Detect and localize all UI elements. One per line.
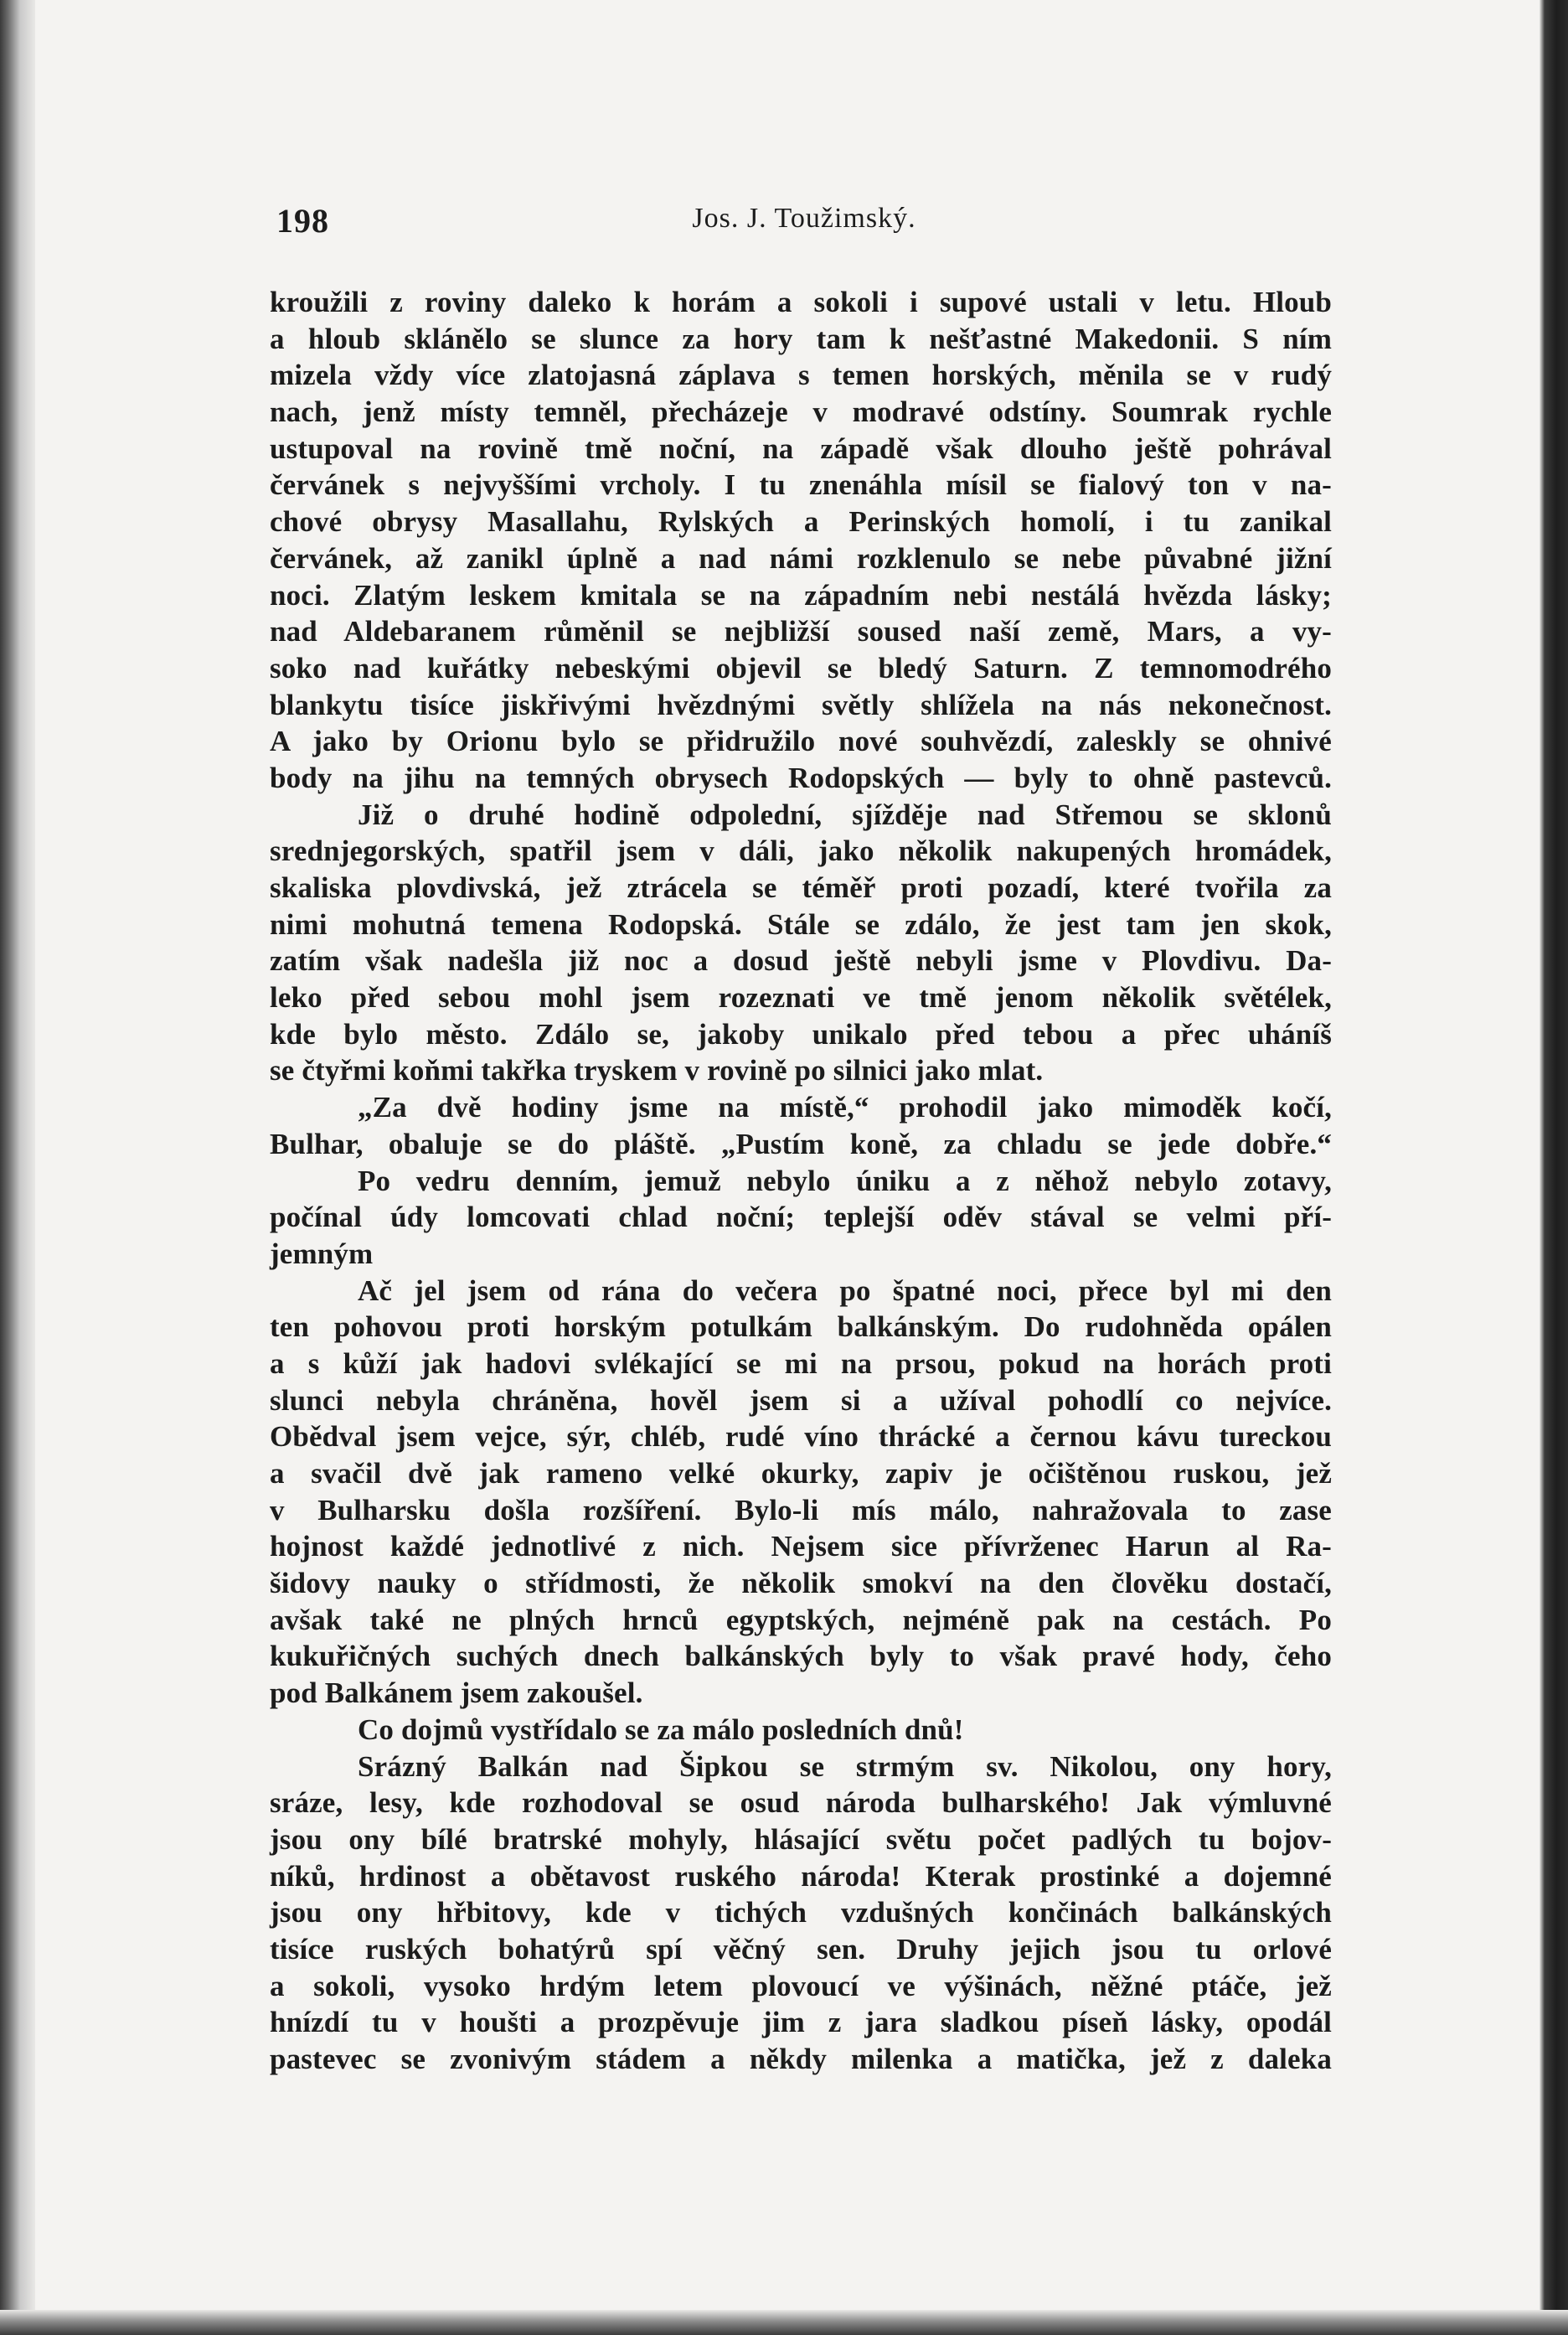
text-line: ten pohovou proti horským potulkám balkánským. Do rudohněda opálen [270, 1310, 1332, 1344]
body-text [270, 284, 1332, 2078]
text-line: a svačil dvě jak rameno velké okurky, zapiv je očištěnou ruskou, jež [270, 1457, 1332, 1490]
text-line: pod Balkánem jsem zakoušel. [270, 1676, 643, 1710]
text-line: nach, jenž místy temněl, přecházeje v modravé odstíny. Soumrak rychle [270, 395, 1332, 429]
text-line: jemným [270, 1237, 374, 1270]
page-number: 198 [276, 202, 329, 240]
text-line: zatím však nadešla již noc a dosud ještě nebyli jsme v Plovdivu. Da- [270, 944, 1332, 978]
text-line: Srázný Balkán nad Šipkou se strmým sv. Nikolou, ony hory, [358, 1749, 1332, 1783]
text-line: srednjegorských, spatřil jsem v dáli, jako několik nakupených hromádek, [270, 834, 1332, 868]
text-line: jsou ony hřbitovy, kde v tichých vzdušných končinách balkánských [270, 1896, 1332, 1929]
text-line: nad Aldebaranem růměnil se nejbližší soused naší země, Mars, a vy- [270, 615, 1332, 648]
text-line: Ač jel jsem od rána do večera po špatné noci, přece byl mi den [358, 1273, 1332, 1307]
text-line: níků, hrdinost a obětavost ruského národa! Kterak prostinké a dojemné [270, 1859, 1332, 1893]
text-line: šidovy nauky o střídmosti, že několik smokví na den člověku dostačí, [270, 1567, 1332, 1600]
text-line: pastevec se zvonivým stádem a někdy milenka a matička, jež z daleka [270, 2043, 1332, 2075]
text-line: kde bylo město. Zdálo se, jakoby unikalo před tebou a přec uháníš [270, 1017, 1332, 1051]
text-line: avšak také ne plných hrnců egyptských, nejméně pak na cestách. Po [270, 1603, 1332, 1636]
text-line: a s kůží jak hadovi svlékající se mi na prsou, pokud na horách proti [270, 1346, 1332, 1380]
scan-edge-bottom [0, 2310, 1568, 2335]
text-line: Co dojmů vystřídalo se za málo posledních dnů! [358, 1713, 964, 1746]
text-line: soko nad kuřátky nebeskými objevil se bledý Saturn. Z temnomodrého [270, 651, 1332, 684]
text-line: kukuřičných suchých dnech balkánských byly to však pravé hody, čeho [270, 1640, 1332, 1673]
text-line: v Bulharsku došla rozšíření. Bylo-li mís málo, nahražovala to zase [270, 1493, 1332, 1527]
text-line: jsou ony bílé bratrské mohyly, hlásající světu počet padlých tu bojov- [270, 1822, 1332, 1856]
text-line: mizela vždy více zlatojasná záplava s temen horských, měnila se v rudý [270, 359, 1332, 392]
text-line: tisíce ruských bohatýrů spí věčný sen. Druhy jejich jsou tu orlové [270, 1932, 1332, 1966]
page-header [276, 201, 1332, 246]
text-line: a sokoli, vysoko hrdým letem plovoucí ve výšinách, něžné ptáče, jež [270, 1969, 1332, 2002]
text-line: kroužili z roviny daleko k horám a sokoli i supové ustali v letu. Hloub [270, 286, 1332, 318]
text-line: Po vedru denním, jemuž nebylo úniku a z něhož nebylo zotavy, [358, 1164, 1332, 1197]
text-line: Bulhar, obaluje se do pláště. „Pustím koně, za chladu se jede dobře.“ [270, 1127, 1332, 1160]
text-line: hnízdí tu v houšti a prozpěvuje jim z jara sladkou píseň lásky, opodál [270, 2006, 1332, 2039]
text-line: A jako by Orionu bylo se přidružilo nové souhvězdí, zaleskly se ohnivé [270, 725, 1332, 758]
text-line: se čtyřmi koňmi takřka tryskem v rovině po silnici jako mlat. [270, 1054, 1044, 1087]
running-head: Jos. J. Toužimský. [692, 203, 916, 234]
text-line: blankytu tisíce jiskřivými hvězdnými světly shlížela na nás nekonečnost. [270, 688, 1332, 721]
text-line: noci. Zlatým leskem kmitala se na západním nebi nestálá hvězda lásky; [270, 578, 1332, 612]
text-line: leko před sebou mohl jsem rozeznati ve tmě jenom několik světélek, [270, 981, 1332, 1015]
text-line: počínal údy lomcovati chlad noční; teplejší oděv stával se velmi pří- [270, 1201, 1332, 1234]
text-line: sráze, lesy, kde rozhodoval se osud národa bulharského! Jak výmluvné [270, 1786, 1332, 1820]
text-line: Již o druhé hodině odpolední, sjížděje nad Střemou se sklonů [358, 798, 1332, 831]
text-line: body na jihu na temných obrysech Rodopských — byly to ohně pastevců. [270, 761, 1332, 794]
text-line: Obědval jsem vejce, sýr, chléb, rudé víno thrácké a černou kávu tureckou [270, 1420, 1332, 1454]
scan-edge-left [0, 0, 35, 2335]
text-line: červánek s nejvyššími vrcholy. I tu znenáhla mísil se fialový ton v na- [270, 468, 1332, 502]
text-line: slunci nebyla chráněna, hověl jsem si a užíval pohodlí co nejvíce. [270, 1383, 1332, 1417]
text-line: ustupoval na rovině tmě noční, na západě však dlouho ještě pohrával [270, 431, 1332, 465]
text-line: červánek, až zanikl úplně a nad námi rozklenulo se nebe půvabné jižní [270, 541, 1332, 575]
text-line: skaliska plovdivská, jež ztrácela se téměř proti pozadí, které tvořila za [270, 871, 1332, 904]
text-line: a hloub sklánělo se slunce za hory tam k nešťastné Makedonii. S ním [270, 322, 1332, 355]
scan-edge-right [1540, 0, 1568, 2335]
text-line: chové obrysy Masallahu, Rylských a Perinských homolí, i tu zanikal [270, 505, 1332, 539]
text-line: hojnost každé jednotlivé z nich. Nejsem sice přívrženec Harun al Ra- [270, 1530, 1332, 1563]
text-line: nimi mohutná temena Rodopská. Stále se zdálo, že jest tam jen skok, [270, 907, 1332, 941]
text-line: „Za dvě hodiny jsme na místě,“ prohodil jako mimoděk kočí, [358, 1091, 1332, 1124]
